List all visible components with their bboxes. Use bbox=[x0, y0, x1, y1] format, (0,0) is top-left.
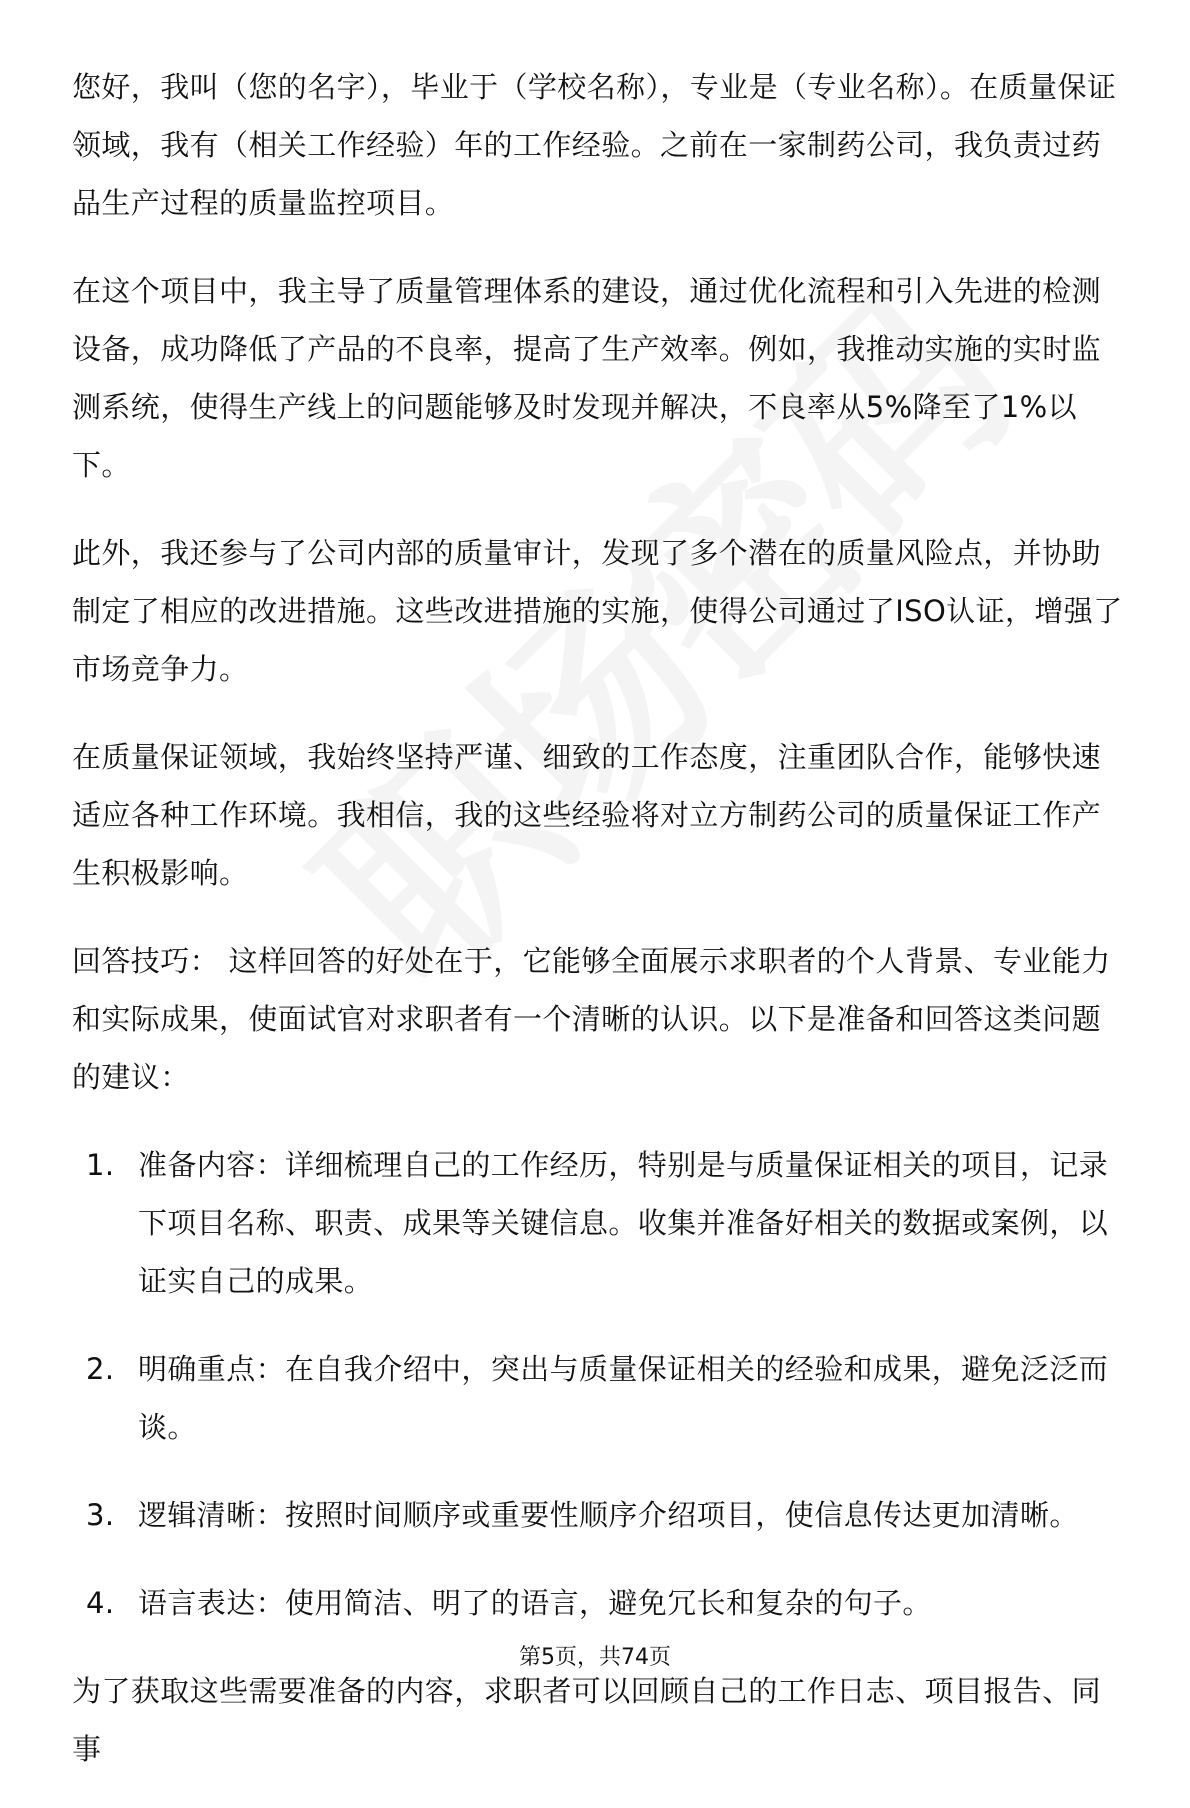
list-item-text: 逻辑清晰：按照时间顺序或重要性顺序介绍项目，使信息传达更加清晰。 bbox=[138, 1498, 1079, 1532]
list-marker: 3. bbox=[86, 1498, 115, 1532]
list-item-text: 明确重点：在自我介绍中，突出与质量保证相关的经验和成果，避免泛泛而谈。 bbox=[138, 1352, 1109, 1444]
page-number: 第5页，共74页 bbox=[519, 1645, 671, 1670]
list-marker: 1. bbox=[86, 1148, 115, 1182]
list-item-text: 准备内容：详细梳理自己的工作经历，特别是与质量保证相关的项目，记录下项目名称、职责、成果等关键信息。收集并准备好相关的数据或案例，以证实自己的成果。 bbox=[138, 1148, 1109, 1298]
paragraph-intro: 您好，我叫（您的名字），毕业于（学校名称），专业是（专业名称）。在质量保证领域，我有（相关工作经验）年的工作经验。之前在一家制药公司，我负责过药品生产过程的质量监控项目。 bbox=[72, 70, 1117, 220]
list-marker: 2. bbox=[86, 1352, 115, 1386]
paragraph-attitude: 在质量保证领域，我始终坚持严谨、细致的工作态度，注重团队合作，能够快速适应各种工作环境。我相信，我的这些经验将对立方制药公司的质量保证工作产生积极影响。 bbox=[72, 740, 1102, 890]
list-item bbox=[72, 1136, 1124, 1310]
document-body bbox=[72, 58, 1124, 1808]
list-marker: 4. bbox=[86, 1586, 115, 1620]
list-item bbox=[72, 1486, 1124, 1544]
paragraph-project: 在这个项目中，我主导了质量管理体系的建设，通过优化流程和引入先进的检测设备，成功降低了产品的不良率，提高了生产效率。例如，我推动实施的实时监测系统，使得生产线上的问题能够及时发现并解决，不良率从5%降至了1%以下。 bbox=[72, 274, 1102, 482]
tips-list bbox=[72, 1136, 1124, 1632]
list-item bbox=[72, 1340, 1124, 1456]
list-item bbox=[72, 1574, 1124, 1632]
list-item-text: 语言表达：使用简洁、明了的语言，避免冗长和复杂的句子。 bbox=[138, 1586, 932, 1620]
paragraph-tips: 回答技巧： 这样回答的好处在于，它能够全面展示求职者的个人背景、专业能力和实际成果，使面试官对求职者有一个清晰的认识。以下是准备和回答这类问题的建议： bbox=[72, 944, 1111, 1094]
paragraph-closing: 为了获取这些需要准备的内容，求职者可以回顾自己的工作日志、项目报告、同事 bbox=[72, 1674, 1102, 1766]
paragraph-audit: 此外，我还参与了公司内部的质量审计，发现了多个潜在的质量风险点，并协助制定了相应的改进措施。这些改进措施的实施，使得公司通过了ISO认证，增强了市场竞争力。 bbox=[72, 536, 1123, 686]
